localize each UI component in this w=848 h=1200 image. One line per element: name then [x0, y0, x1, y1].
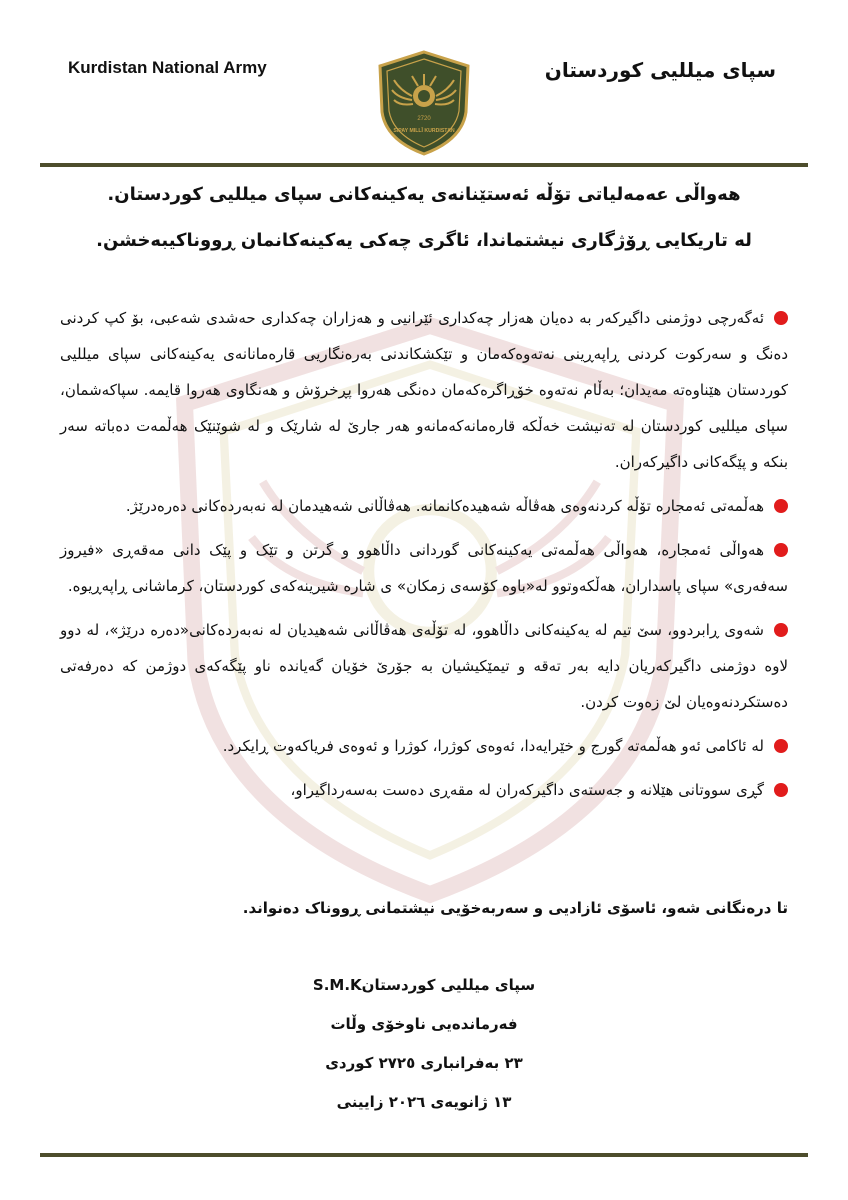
bullet-icon: [774, 739, 788, 753]
report-paragraph: [60, 488, 788, 524]
paragraph-text: هەڵمەتی ئەمجارە تۆڵە کردنەوەی هەڤاڵە شەهیدەکانمانە. هەڤاڵانی شەهیدمان لە نەبەردەکانی دەرەدرێژ.: [125, 497, 764, 515]
signature-org: سپای میللیی کوردستانS.M.K: [312, 976, 536, 994]
headline-primary: هەواڵی عەمەلیاتی تۆڵە ئەستێنانەی یەکینەکانی سپای میللیی کوردستان.: [107, 184, 741, 205]
paragraph-text: لە ئاکامی ئەو هەڵمەتە گورج و خێرایەدا، ئەوەی کوژرا، کوژرا و ئەوەی فریاکەوت ڕایکرد.: [222, 737, 764, 755]
paragraph-text: هەواڵی ئەمجارە، هەواڵی هەڵمەتی یەکینەکانی گوردانی داڵاهوو و گرتن و تێک و پێک دانی مەقەڕی «فیروز سەفەری» سپای پاسداران، هەڵکەوتوو لە«باوە کۆسەی زمکان» ی شارە شیرینەکەی کوردستان، کرماشانی ڕاپەڕیوە.: [60, 541, 788, 595]
signature-command: فەرماندەیی ناوخۆی وڵات: [330, 1015, 518, 1033]
report-body: [60, 300, 788, 816]
document-header: [0, 0, 848, 160]
emblem-year: 2720: [417, 116, 431, 122]
paragraph-text: شەوی ڕابردوو، سێ تیم لە یەکینەکانی داڵاهوو، لە تۆڵەی هەڤاڵانی شەهیدیان لە نەبەردەکانی«دەرە درێژ»، لە دوو لاوە دوژمنی داگیرکەریان دایە بەر تەقە و تیمێکیشیان بە جۆرێ خۆیان گەیاندە ناو پێگەکەی دوژمن کە دەرفەتی دەستکردنەوەیان لێ زەوت کردن.: [60, 621, 788, 711]
header-divider: [40, 163, 808, 167]
signature-block: [60, 966, 788, 1122]
report-paragraph: [60, 532, 788, 604]
report-paragraph: [60, 728, 788, 764]
signature-gregorian-date: ١٣ ژانویەی ٢٠٢٦ زایینی: [336, 1093, 512, 1111]
emblem-caption: SIPAY MILLÎ KURDISTAN: [393, 128, 455, 134]
headline-secondary: لە تاریکایی ڕۆژگاری نیشتماندا، ئاگری چەکی یەکینەکانمان ڕووناکیبەخشن.: [96, 230, 752, 251]
english-org-name: Kurdistan National Army: [68, 58, 267, 77]
army-emblem-icon: [372, 50, 476, 156]
bullet-icon: [774, 499, 788, 513]
bullet-icon: [774, 783, 788, 797]
kurdish-org-name: سپای میللیی کوردستان: [544, 58, 776, 82]
signature-kurdish-date: ٢٣ بەفرانباری ٢٧٢٥ کوردی: [325, 1054, 523, 1072]
footer-divider: [40, 1153, 808, 1157]
bullet-icon: [774, 311, 788, 325]
report-paragraph: [60, 300, 788, 480]
paragraph-text: گڕی سووتانی هێلانە و جەستەی داگیرکەران لە مقەڕی دەست بەسەرداگیراو،: [290, 781, 764, 799]
paragraph-text: ئەگەرچی دوژمنی داگیرکەر بە دەیان هەزار چەکداری ئێرانیی و هەزاران چەکداری حەشدی شەعبی، بۆ کپ کردنی دەنگ و سەرکوت کردنی ڕاپەڕینی نەتەوەکەمان و تێکشکاندنی بەرەنگاریی قارەمانانەی یەکینەکانی سپای میللیی کوردستان هێناوەتە مەیدان؛ بەڵام نەتەوە خۆڕاگرەکەمان دەنگی هەروا پڕخرۆش و هەنگاوی هەروا قایمە. سپاکەشمان، سپای میللیی کوردستان لە تەنیشت خەڵکە قارەمانەکەمانەو هەر جارێ لە شارێک و لە شوێنێک هەڵمەت دەباتە سەر بنکە و پێگەکانی داگیرکەران.: [60, 309, 788, 471]
bullet-icon: [774, 543, 788, 557]
headline-block: [60, 172, 788, 264]
closing-line: تا درەنگانی شەو، ئاسۆی ئازادیی و سەربەخۆیی نیشتمانی ڕووناک دەنواند.: [242, 899, 788, 917]
bullet-icon: [774, 623, 788, 637]
report-paragraph: [60, 772, 788, 808]
report-paragraph: [60, 612, 788, 720]
